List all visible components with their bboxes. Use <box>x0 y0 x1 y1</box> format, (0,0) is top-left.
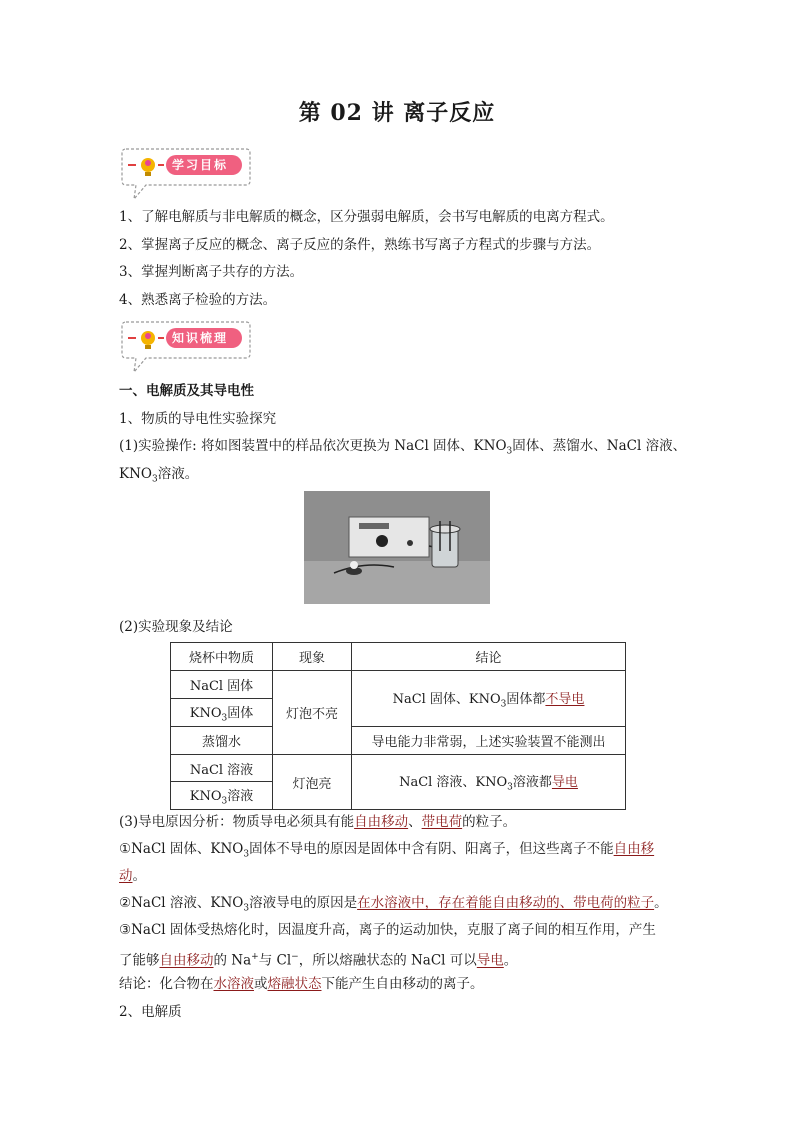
table-row: $KNO_3$溶液 <box>171 782 626 810</box>
table-row: $KNO_3$固体 <box>171 699 626 727</box>
subsection-title: 1、物质的导电性实验探究 <box>119 411 277 427</box>
analysis-line: (3)导电原因分析：物质导电必须具有能自由移动、带电荷的粒子。 <box>119 814 517 830</box>
table-row: NaCl 溶液 灯泡亮 NaCl 溶液、$KNO_3$溶液都导电 <box>171 755 626 782</box>
conclusion-line: 结论：化合物在水溶液或熔融状态下能产生自由移动的离子。 <box>119 976 484 992</box>
analysis-line: 动。 <box>119 868 146 884</box>
section-heading: 一、电解质及其导电性 <box>119 383 254 399</box>
page-title: 第 02 讲 离子反应 <box>298 100 496 126</box>
goal-item: 2、掌握离子反应的概念、离子反应的条件，熟练书写离子方程式的步骤与方法。 <box>119 237 601 253</box>
results-label: (2)实验现象及结论 <box>119 619 233 635</box>
goals-badge-label: 学习目标 <box>172 158 229 172</box>
table-header-row <box>171 643 626 671</box>
speech-bubble-icon <box>120 145 252 203</box>
procedure-line: (1)实验操作: 将如图装置中的样品依次更换为 NaCl 固体、$KNO_3$固体、蒸馏水、NaCl 溶液、 <box>119 438 687 457</box>
header-conclusion: 结论 <box>352 643 626 671</box>
header-substance: 烧杯中物质 <box>171 643 273 671</box>
knowledge-badge <box>120 318 252 376</box>
results-table <box>170 642 626 810</box>
analysis-line: ②NaCl 溶液、$KNO_3$溶液导电的原因是在水溶液中，存在着能自由移动的、带电荷的粒子。 <box>119 895 668 914</box>
analysis-line: ③NaCl 固体受热熔化时，因温度升高，离子的运动加快，克服了离子间的相互作用，产生 <box>119 922 656 938</box>
table-row: 蒸馏水 导电能力非常弱，上述实验装置不能测出 <box>171 727 626 755</box>
goals-badge <box>120 145 252 203</box>
speech-bubble-icon <box>120 318 252 376</box>
header-phenomenon: 现象 <box>273 643 352 671</box>
goal-item: 3、掌握判断离子共存的方法。 <box>119 264 304 280</box>
analysis-line: ①NaCl 固体、$KNO_3$固体不导电的原因是固体中含有阴、阳离子，但这些离子不能自由移 <box>119 841 655 860</box>
procedure-line: $KNO_3$溶液。 <box>119 466 199 485</box>
table-row: NaCl 固体 灯泡不亮 NaCl 固体、$KNO_3$固体都不导电 <box>171 671 626 699</box>
analysis-line: 了能够自由移动的 Na+与 Cl−，所以熔融状态的 NaCl 可以导电。 <box>119 952 518 969</box>
apparatus-photo <box>304 491 490 604</box>
goal-item: 4、熟悉离子检验的方法。 <box>119 292 277 308</box>
goal-item: 1、了解电解质与非电解质的概念，区分强弱电解质，会书写电解质的电离方程式。 <box>119 209 614 225</box>
knowledge-badge-label: 知识梳理 <box>172 331 229 345</box>
subsection-title: 2、电解质 <box>119 1004 182 1020</box>
